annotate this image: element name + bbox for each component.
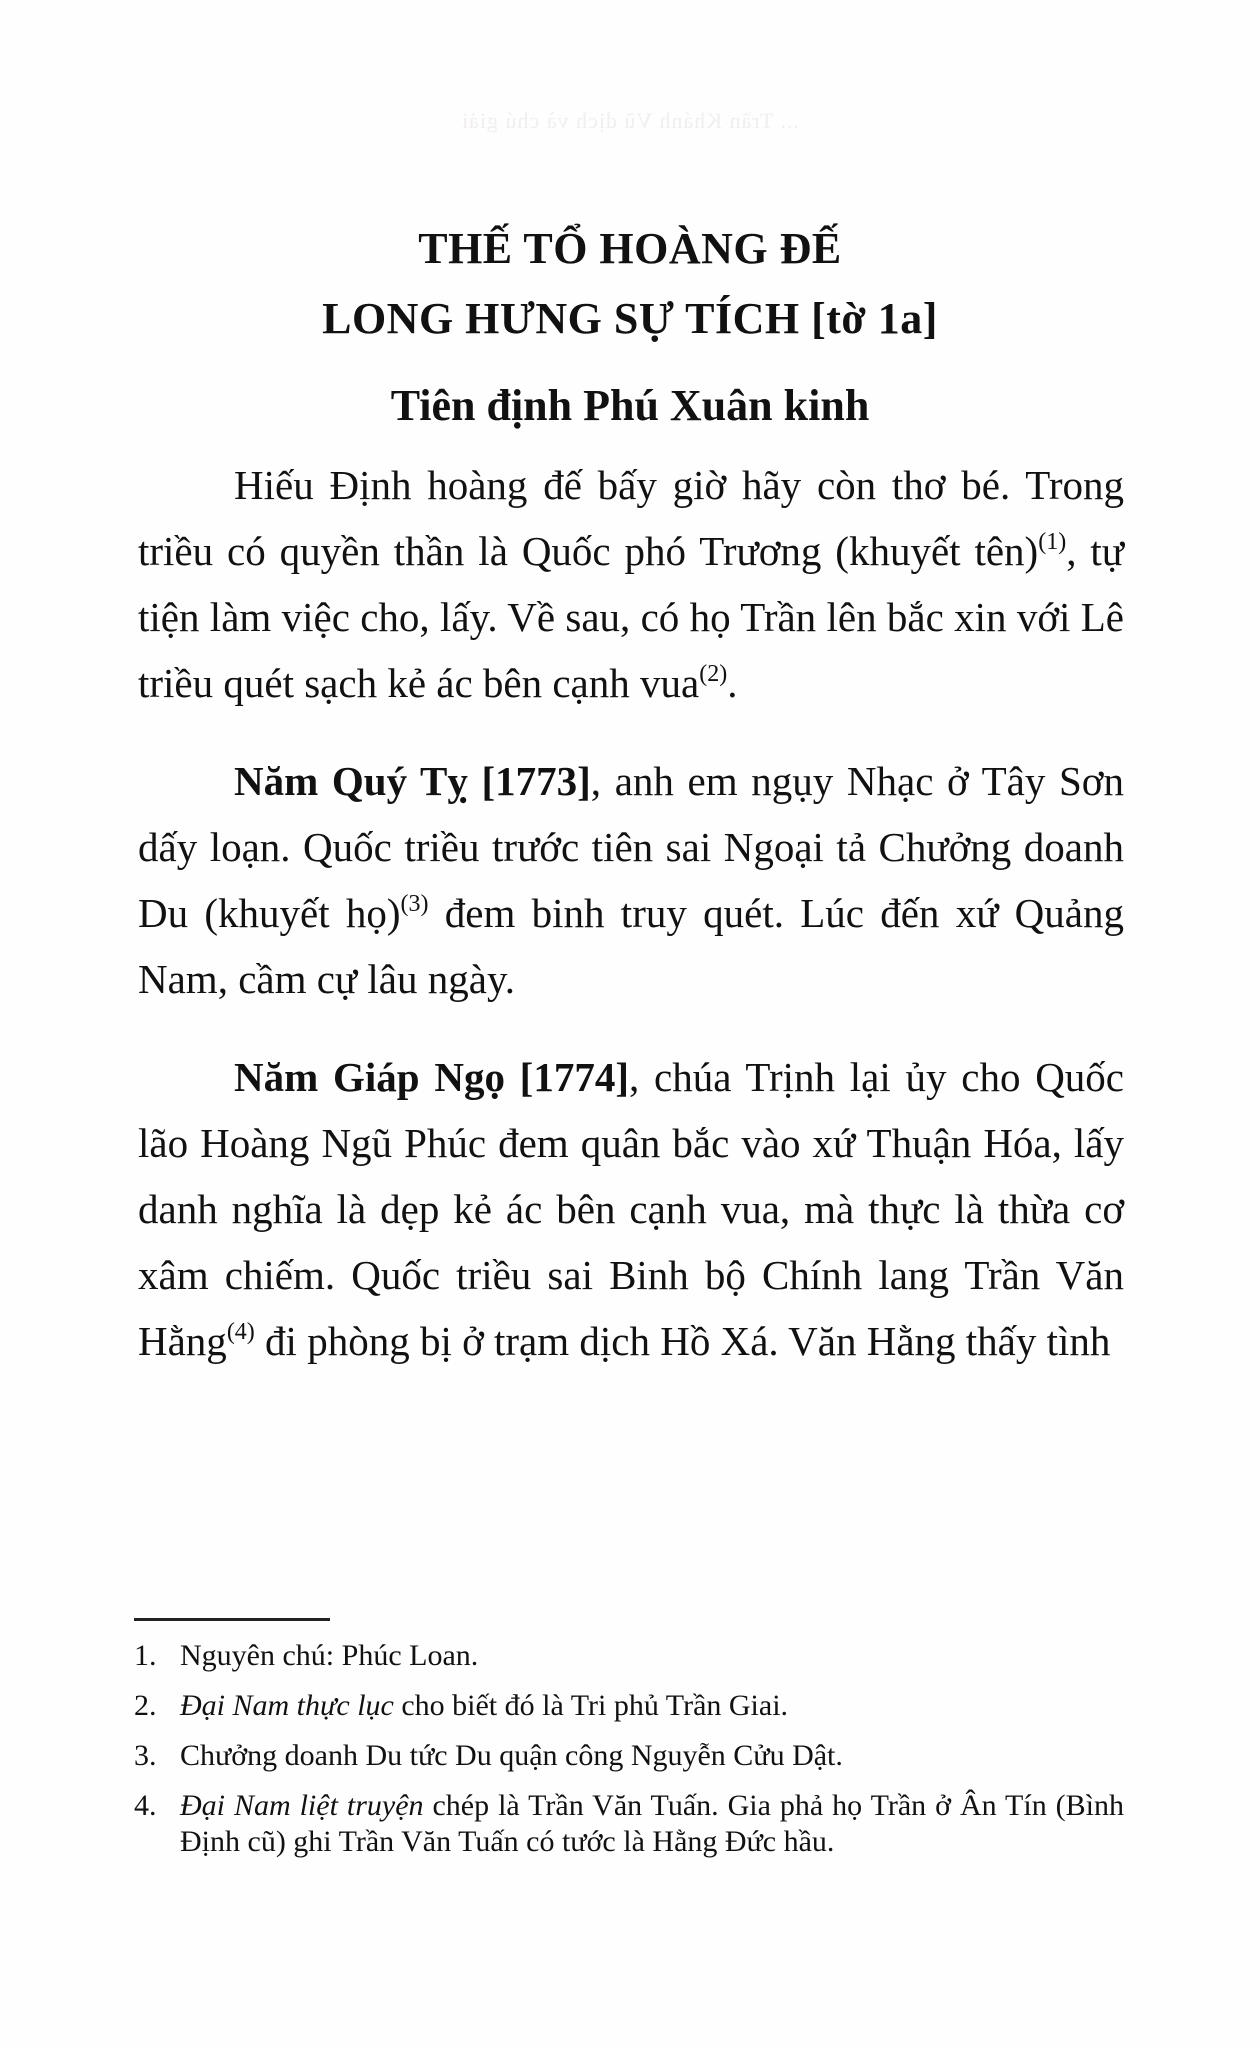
paragraph-2 [138, 748, 1124, 1012]
footnote-body: Chưởng doanh Du tức Du quận công Nguyễn Cửu Dật. [180, 1739, 843, 1772]
paragraph-1 [138, 452, 1124, 716]
footnote-body: Nguyên chú: Phúc Loan. [180, 1639, 479, 1672]
footnote-number: 1. [134, 1639, 157, 1672]
body-text [138, 452, 1124, 1406]
chapter-title-block [0, 214, 1260, 354]
paragraph-text: , anh em ngụy Nhạc ở Tây Sơn dấy loạn. Quốc triều trước tiên sai Ngoại tả Chưởng doanh Du (khuyết họ) [138, 758, 1124, 936]
footnote-ref-2[interactable]: (2) [699, 661, 728, 687]
footnote-divider [134, 1618, 330, 1621]
chapter-title [0, 214, 1260, 354]
paragraph-text: đi phòng bị ở trạm dịch Hồ Xá. Văn Hằng thấy tình [254, 1318, 1111, 1364]
footnotes [134, 1638, 1124, 1874]
footnote-text [180, 1638, 1124, 1674]
footnote-italic-title: Đại Nam thực lục [180, 1689, 394, 1722]
footnote-body: cho biết đó là Tri phủ Trần Giai. [393, 1689, 789, 1722]
footnote-2 [134, 1688, 1124, 1724]
footnote-1 [134, 1638, 1124, 1674]
footnote-4 [134, 1788, 1124, 1860]
paragraph-text: , tự tiện làm việc cho, lấy. Về sau, có họ Trần lên bắc xin với Lê triều quét sạch kẻ ác bên cạnh vua [138, 528, 1124, 706]
paragraph-lead-year: Năm Quý Tỵ [1773] [234, 758, 591, 804]
chapter-title-line-2: LONG HƯNG SỰ TÍCH [tờ 1a] [322, 294, 938, 343]
paragraph-text: . [727, 660, 738, 706]
paragraph-3 [138, 1044, 1124, 1374]
section-title: Tiên định Phú Xuân kinh [390, 381, 870, 430]
paragraph-text: , chúa Trịnh lại ủy cho Quốc lão Hoàng Ngũ Phúc đem quân bắc vào xứ Thuận Hóa, lấy danh nghĩa là dẹp kẻ ác bên cạnh vua, mà thực là thừa cơ xâm chiếm. Quốc triều sai Binh bộ Chính lang Trần Văn Hằng [138, 1054, 1124, 1364]
paragraph-lead-year: Năm Giáp Ngọ [1774] [234, 1054, 629, 1100]
footnote-3 [134, 1738, 1124, 1774]
chapter-title-line-1: THẾ TỔ HOÀNG ĐẾ [418, 224, 842, 273]
footnote-number: 3. [134, 1739, 157, 1772]
footnote-italic-title: Đại Nam liệt truyện [180, 1789, 424, 1822]
footnote-ref-4[interactable]: (4) [226, 1319, 255, 1345]
footnote-text [180, 1788, 1124, 1860]
paragraph-text: Hiếu Định hoàng đế bấy giờ hãy còn thơ bé. Trong triều có quyền thần là Quốc phó Trương (khuyết tên) [138, 462, 1124, 574]
footnote-ref-3[interactable]: (3) [400, 891, 429, 917]
footnote-ref-1[interactable]: (1) [1038, 529, 1067, 555]
bleed-through-header: ... Trần Khánh Vũ dịch và chú giải [461, 108, 799, 133]
footnote-number: 2. [134, 1689, 157, 1722]
footnote-body: chép là Trần Văn Tuấn. Gia phả họ Trần ở Ân Tín (Bình Định cũ) ghi Trần Văn Tuấn có tước là Hằng Đức hầu. [180, 1789, 1124, 1858]
footnote-number: 4. [134, 1789, 157, 1822]
footnote-text [180, 1688, 1124, 1724]
footnote-text [180, 1738, 1124, 1774]
paragraph-text: đem binh truy quét. Lúc đến xứ Quảng Nam, cầm cự lâu ngày. [138, 890, 1124, 1002]
